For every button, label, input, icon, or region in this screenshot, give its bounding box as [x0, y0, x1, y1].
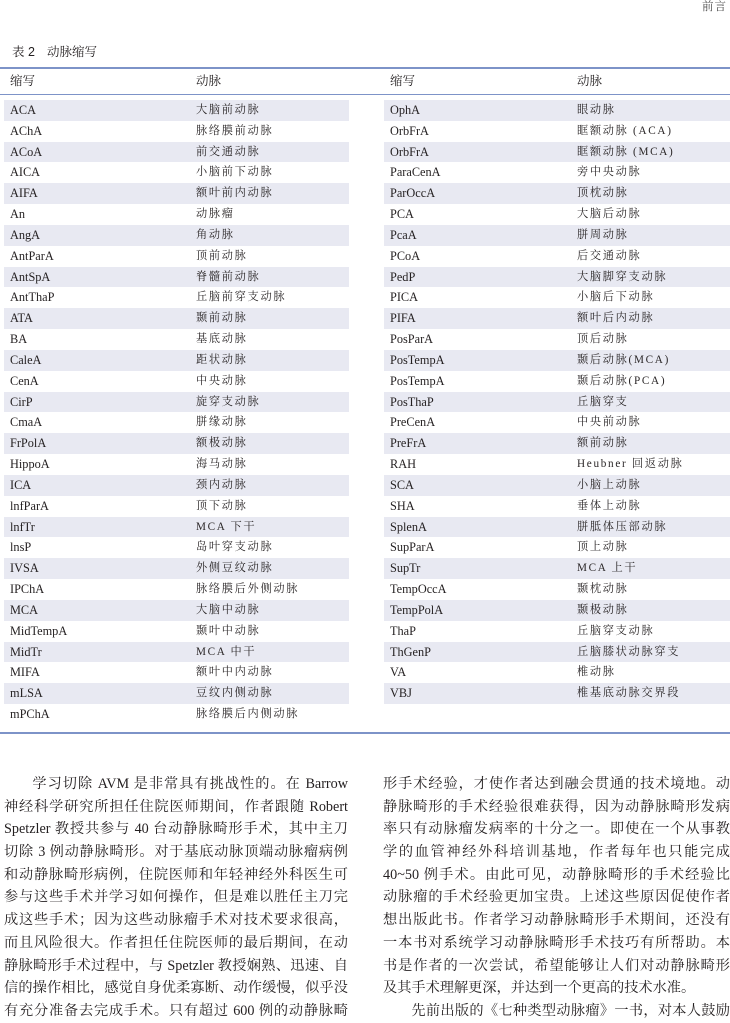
- artery-cell: MCA 下干: [196, 520, 257, 533]
- table-row: [384, 558, 730, 579]
- table-row: [384, 496, 730, 517]
- running-head: 前言: [702, 1, 727, 13]
- artery-cell: 垂体上动脉: [577, 499, 642, 512]
- abbreviation-cell: OphA: [390, 103, 421, 117]
- artery-cell: 丘脑穿支动脉: [577, 624, 655, 637]
- table-number: 表 2: [12, 45, 35, 59]
- artery-cell: MCA 中干: [196, 645, 257, 658]
- table-row: [384, 267, 730, 288]
- abbreviation-cell: PCA: [390, 207, 414, 222]
- artery-cell: 椎动脉: [577, 666, 616, 679]
- abbreviation-cell: ParOccA: [390, 186, 436, 201]
- abbreviation-cell: MidTr: [10, 644, 42, 659]
- abbreviation-cell: ParaCenA: [390, 165, 441, 180]
- table-row: [4, 683, 349, 704]
- body-text-line: 静脉畸形手术过程中，与 Spetzler 教授娴熟、迅速、自: [4, 957, 348, 974]
- abbreviation-cell: ACA: [10, 103, 36, 117]
- abbreviation-cell: ThGenP: [390, 644, 431, 659]
- body-text-line: 神经科学研究所担任住院医师期间，作者跟随 Robert: [4, 798, 348, 815]
- artery-cell: 颞枕动脉: [577, 583, 629, 596]
- abbreviation-cell: HippoA: [10, 457, 50, 472]
- artery-cell: 旋穿支动脉: [196, 395, 261, 408]
- abbreviation-cell: VBJ: [390, 686, 412, 701]
- abbreviation-cell: SCA: [390, 477, 414, 492]
- table-row: [384, 579, 730, 600]
- artery-cell: 丘脑穿支: [577, 395, 629, 408]
- artery-cell: 基底动脉: [196, 333, 248, 346]
- abbreviation-cell: MIFA: [10, 665, 40, 680]
- abbreviation-cell: TempPolA: [390, 602, 444, 617]
- table-row: [4, 287, 349, 308]
- table-row: [4, 662, 349, 683]
- table-row: [4, 121, 349, 142]
- artery-cell: 小脑上动脉: [577, 478, 642, 491]
- abbreviation-cell: RAH: [390, 457, 416, 472]
- body-text-line: 参与这些手术并学习如何操作，但是难以胜任主刀完: [4, 889, 348, 906]
- artery-cell: 顶枕动脉: [577, 187, 629, 200]
- abbreviation-cell: lnsP: [10, 540, 32, 555]
- table-row: [4, 392, 349, 413]
- artery-cell: 距状动脉: [196, 353, 248, 366]
- artery-cell: 额叶后内动脉: [577, 312, 655, 325]
- artery-cell: 大脑中动脉: [196, 603, 261, 616]
- body-text-line: 书是作者的一次尝试，希望能够让人们对动静脉畸形: [383, 957, 730, 974]
- abbreviation-cell: An: [10, 207, 26, 222]
- artery-cell: 胼胝体压部动脉: [577, 520, 668, 533]
- body-text-line: 学习切除 AVM 是非常具有挑战性的。在 Barrow: [32, 776, 348, 792]
- body-text-line: 动脉瘤的手术经验更加宝贵。上述这些原因促使作者: [383, 889, 730, 906]
- abbreviation-cell: CirP: [10, 394, 33, 409]
- table-row: [384, 412, 730, 433]
- table-row: [4, 100, 349, 121]
- table-row: [4, 371, 349, 392]
- abbreviation-cell: MidTempA: [10, 623, 68, 638]
- abbreviation-cell: CmaA: [10, 415, 43, 430]
- artery-cell: 椎基底动脉交界段: [577, 687, 681, 700]
- table-row: [4, 600, 349, 621]
- abbreviation-cell: OrbFrA: [390, 144, 429, 159]
- table-row: [4, 579, 349, 600]
- abbreviation-cell: AIFA: [10, 186, 38, 201]
- abbreviation-cell: PreFrA: [390, 436, 427, 451]
- abbreviation-cell: VA: [390, 665, 407, 680]
- table-row: [384, 183, 730, 204]
- table-row: [384, 287, 730, 308]
- table-row: [384, 162, 730, 183]
- artery-cell: 胼周动脉: [577, 228, 629, 241]
- body-text-line: 成这些手术；因为这些动脉瘤手术对技术要求很高，: [4, 912, 348, 929]
- abbreviation-cell: PedP: [390, 269, 416, 284]
- table-row: [4, 558, 349, 579]
- table-row: [384, 329, 730, 350]
- table-row: [4, 433, 349, 454]
- abbreviation-cell: AICA: [10, 165, 41, 180]
- table-right-half: [384, 0, 730, 740]
- table-row: [384, 454, 730, 475]
- table-row: [4, 350, 349, 371]
- table-row: [384, 537, 730, 558]
- abbreviation-cell: SupParA: [390, 540, 435, 555]
- body-text-line: 信的操作相比，感觉自身优柔寡断、动作缓慢，似乎没: [4, 980, 348, 997]
- table-row: [4, 412, 349, 433]
- table-row: [384, 600, 730, 621]
- table-row: [384, 142, 730, 163]
- abbreviation-cell: ACoA: [10, 144, 43, 159]
- abbreviation-cell: ThaP: [390, 623, 416, 638]
- artery-cell: 颞后动脉(MCA): [577, 353, 670, 366]
- column-header-artery-left: 动脉: [196, 74, 222, 88]
- artery-cell: 额前动脉: [577, 437, 629, 450]
- artery-cell: 额叶前内动脉: [196, 187, 274, 200]
- artery-cell: 豆纹内侧动脉: [196, 687, 274, 700]
- body-text-line: 及其手术理解更深，并达到一个更高的技术水准。: [383, 980, 696, 997]
- table-row: [4, 162, 349, 183]
- artery-cell: 大脑后动脉: [577, 208, 642, 221]
- body-text-line: 率只有动脉瘤发病率的十分之一。即使在一个从事教: [383, 821, 730, 838]
- artery-cell: 顶下动脉: [196, 499, 248, 512]
- abbreviation-cell: CenA: [10, 373, 39, 388]
- body-text-line: 先前出版的《七种类型动脉瘤》一书，对本人鼓励: [411, 1002, 730, 1019]
- abbreviation-cell: AChA: [10, 123, 43, 138]
- abbreviation-cell: mLSA: [10, 686, 43, 701]
- artery-cell: 中央前动脉: [577, 416, 642, 429]
- column-header-abbreviation-right: 缩写: [390, 74, 416, 88]
- column-header-artery-right: 动脉: [577, 74, 603, 88]
- body-text-line: 想出版此书。作者学习动静脉畸形手术期间，还没有: [383, 912, 730, 929]
- artery-cell: 眼动脉: [577, 104, 616, 116]
- abbreviation-cell: TempOccA: [390, 582, 447, 597]
- body-text-line: Spetzler 教授共参与 40 台动静脉畸形手术，其中主刀: [4, 821, 348, 838]
- artery-cell: 丘脑膝状动脉穿支: [577, 645, 681, 658]
- body-text-right-column: [383, 773, 730, 1023]
- abbreviation-cell: AntSpA: [10, 269, 51, 284]
- artery-cell: 岛叶穿支动脉: [196, 541, 274, 554]
- abbreviation-cell: SHA: [390, 498, 415, 513]
- artery-cell: 中央动脉: [196, 374, 248, 387]
- table-row: [4, 183, 349, 204]
- artery-cell: 大脑前动脉: [196, 104, 261, 116]
- table-row: [384, 350, 730, 371]
- table-row: [384, 308, 730, 329]
- table-row: [384, 246, 730, 267]
- body-text-line: 40~50 例手术。由此可见，动静脉畸形的手术经验比: [383, 866, 730, 883]
- table-row: [4, 475, 349, 496]
- artery-cell: 顶上动脉: [577, 541, 629, 554]
- artery-cell: 后交通动脉: [577, 249, 642, 262]
- abbreviation-cell: IPChA: [10, 582, 45, 597]
- table-row: [384, 121, 730, 142]
- table-row: [4, 704, 349, 725]
- abbreviation-cell: PcaA: [390, 227, 417, 242]
- table-title: 动脉缩写: [46, 45, 97, 59]
- artery-cell: 颞后动脉(PCA): [577, 374, 667, 387]
- artery-cell: 顶后动脉: [577, 333, 629, 346]
- table-row: [4, 246, 349, 267]
- table-left-half: [4, 0, 349, 740]
- abbreviation-cell: ATA: [10, 311, 33, 326]
- abbreviation-cell: lnfParA: [10, 498, 49, 513]
- abbreviation-cell: MCA: [10, 602, 39, 617]
- table-row: [384, 371, 730, 392]
- body-text-line: 学的血管神经外科培训基地，作者每年也只能完成: [383, 844, 730, 861]
- table-row: [384, 204, 730, 225]
- abbreviation-cell: PIFA: [390, 311, 416, 326]
- table-row: [384, 662, 730, 683]
- body-text-line: 静脉畸形的手术经验很难获得，因为动静脉畸形发病: [383, 798, 730, 815]
- artery-cell: 大脑脚穿支动脉: [577, 270, 668, 283]
- abbreviation-cell: SplenA: [390, 519, 427, 534]
- abbreviation-cell: SupTr: [390, 561, 421, 576]
- table-row: [384, 475, 730, 496]
- body-text-left-column: [4, 773, 348, 1023]
- abbreviation-cell: OrbFrA: [390, 123, 429, 138]
- table-row: [4, 621, 349, 642]
- table-row: [384, 621, 730, 642]
- abbreviation-cell: FrPolA: [10, 436, 47, 451]
- body-text-line: 形手术经验，才使作者达到融会贯通的技术境地。动: [383, 776, 730, 792]
- table-row: [4, 142, 349, 163]
- table-row: [384, 642, 730, 663]
- artery-cell: 额极动脉: [196, 437, 248, 450]
- body-text-line: 而且风险很大。作者担任住院医师的最后期间，在动: [4, 934, 348, 951]
- table-row: [4, 517, 349, 538]
- abbreviation-cell: PreCenA: [390, 415, 436, 430]
- table-row: [384, 683, 730, 704]
- abbreviation-cell: PosTempA: [390, 373, 445, 388]
- table-row: [4, 225, 349, 246]
- artery-cell: 海马动脉: [196, 458, 248, 471]
- abbreviation-cell: PCoA: [390, 248, 421, 263]
- table-row: [4, 537, 349, 558]
- artery-cell: 颞前动脉: [196, 312, 248, 325]
- artery-cell: 颈内动脉: [196, 478, 248, 491]
- abbreviation-cell: PICA: [390, 290, 419, 305]
- abbreviation-cell: BA: [10, 332, 28, 347]
- artery-cell: 丘脑前穿支动脉: [196, 291, 287, 304]
- abbreviation-cell: PosParA: [390, 332, 434, 347]
- abbreviation-cell: AngA: [10, 227, 41, 242]
- artery-cell: 外侧豆纹动脉: [196, 562, 274, 575]
- artery-cell: 额叶中内动脉: [196, 666, 274, 679]
- artery-cell: 旁中央动脉: [577, 166, 642, 179]
- abbreviation-cell: PosThaP: [390, 394, 434, 409]
- abbreviation-cell: AntThaP: [10, 290, 55, 305]
- artery-cell: 脉络膜后内侧动脉: [196, 708, 300, 721]
- abbreviation-cell: ICA: [10, 477, 32, 492]
- artery-cell: 脉络膜后外侧动脉: [196, 583, 300, 596]
- artery-cell: 颞叶中动脉: [196, 624, 261, 637]
- artery-cell: 小脑前下动脉: [196, 166, 274, 179]
- table-row: [4, 308, 349, 329]
- table-row: [384, 100, 730, 121]
- artery-cell: 动脉瘤: [196, 208, 235, 221]
- abbreviation-cell: CaleA: [10, 352, 42, 367]
- abbreviation-cell: AntParA: [10, 248, 54, 263]
- body-text-line: 和动静脉畸形病例，住院医师和年轻神经外科医生可: [4, 866, 348, 883]
- table-row: [384, 517, 730, 538]
- abbreviation-cell: IVSA: [10, 561, 39, 576]
- artery-cell: 小脑后下动脉: [577, 291, 655, 304]
- table-row: [4, 454, 349, 475]
- table-row: [4, 329, 349, 350]
- table-row: [384, 225, 730, 246]
- body-text-line: 一本书对系统学习动静脉畸形手术技巧有所帮助。本: [383, 934, 730, 951]
- body-text-line: 切除 3 例动静脉畸形。对于基底动脉顶端动脉瘤病例: [4, 844, 348, 861]
- artery-cell: 脉络膜前动脉: [196, 124, 274, 137]
- body-text-line: 有充分准备去完成手术。只有超过 600 例的动静脉畸: [4, 1002, 348, 1019]
- artery-cell: MCA 上干: [577, 562, 638, 575]
- table-row: [384, 433, 730, 454]
- table-row: [4, 496, 349, 517]
- abbreviation-cell: PosTempA: [390, 352, 445, 367]
- artery-cell: 顶前动脉: [196, 249, 248, 262]
- abbreviation-cell: mPChA: [10, 707, 50, 722]
- artery-cell: 脊髓前动脉: [196, 270, 261, 283]
- artery-cell: 颞极动脉: [577, 603, 629, 616]
- artery-cell: 眶额动脉 (MCA): [577, 145, 675, 158]
- table-row: [384, 392, 730, 413]
- artery-cell: Heubner 回返动脉: [577, 458, 684, 471]
- table-row: [4, 267, 349, 288]
- artery-cell: 角动脉: [196, 228, 235, 241]
- column-header-abbreviation-left: 缩写: [10, 74, 36, 88]
- table-row: [4, 204, 349, 225]
- abbreviation-cell: lnfTr: [10, 519, 35, 534]
- artery-cell: 前交通动脉: [196, 145, 261, 158]
- artery-cell: 胼缘动脉: [196, 416, 248, 429]
- table-bottom-rule: [0, 732, 730, 734]
- table-row: [4, 642, 349, 663]
- artery-cell: 眶额动脉 (ACA): [577, 124, 673, 137]
